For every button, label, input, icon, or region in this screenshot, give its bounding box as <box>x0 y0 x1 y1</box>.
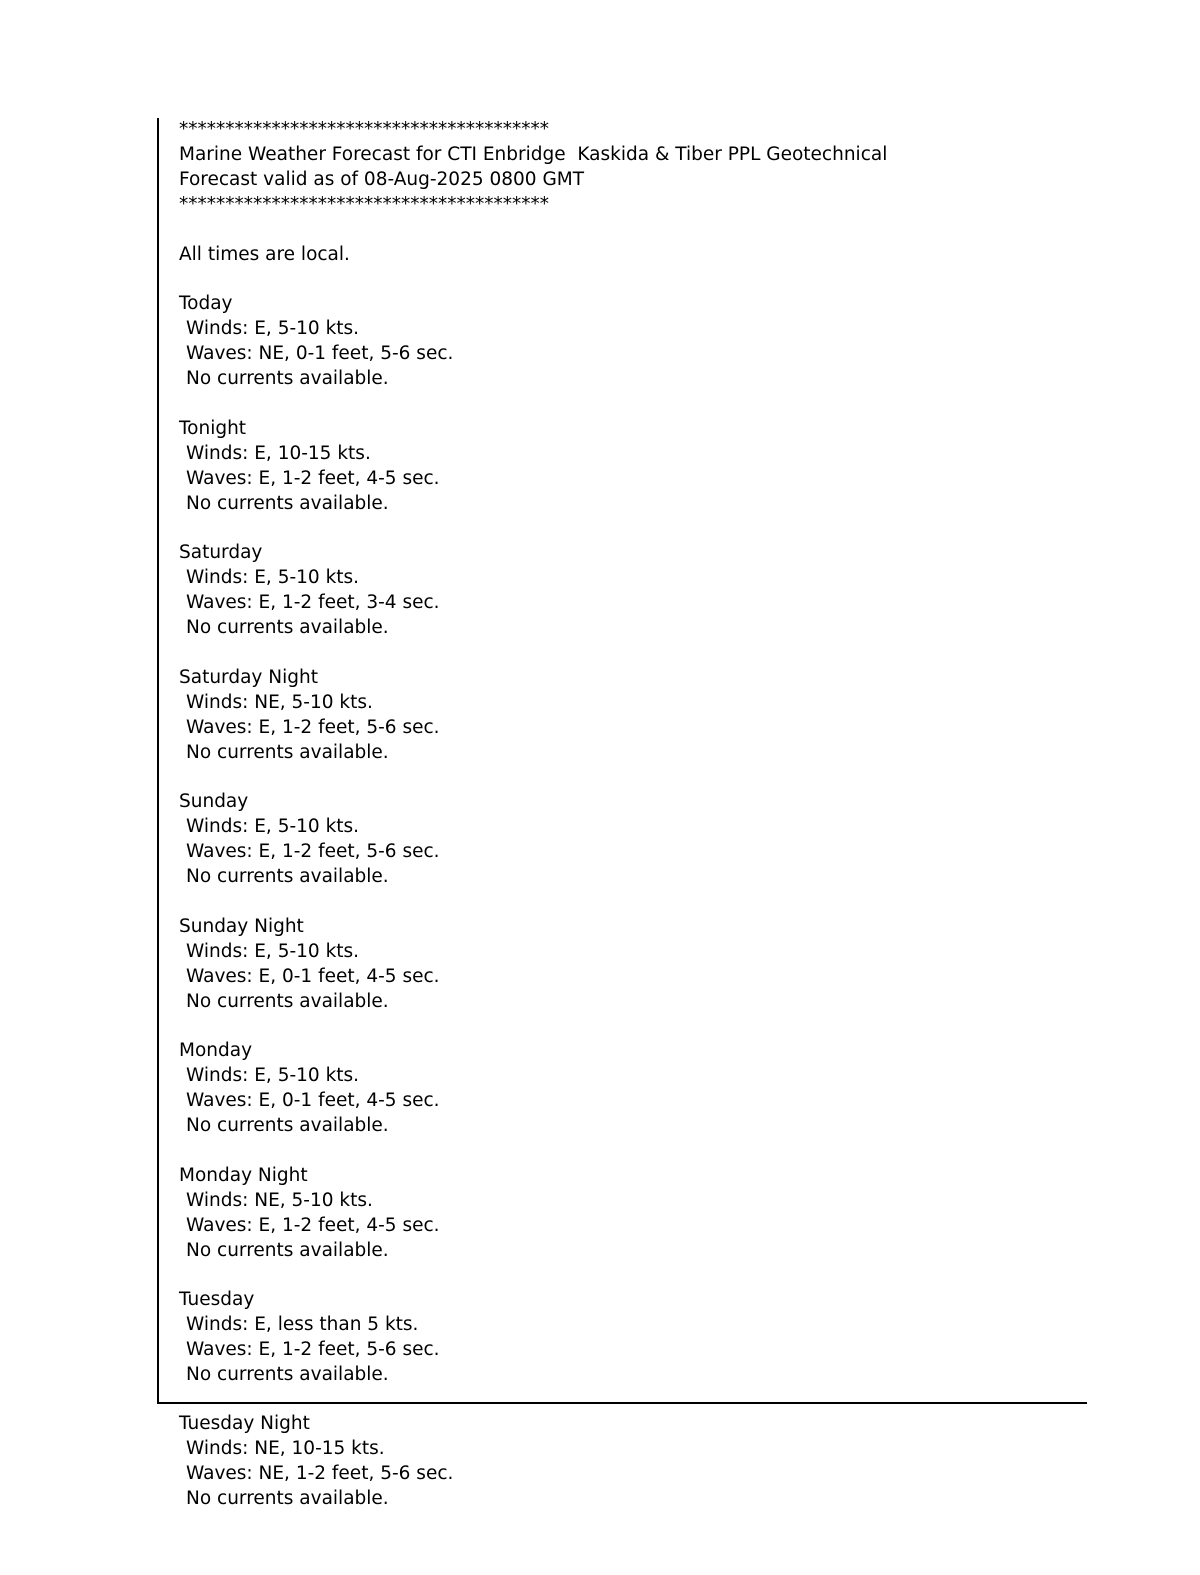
currents-line: No currents available. <box>186 1487 389 1509</box>
waves-line: Waves: E, 1-2 feet, 5-6 sec. <box>186 716 440 738</box>
forecast-box <box>157 118 1087 1404</box>
currents-line: No currents available. <box>186 1364 389 1386</box>
forecast-section-sunday-night <box>179 915 1087 1015</box>
forecast-section-tonight <box>179 417 1087 517</box>
section-period: Monday <box>179 1040 253 1062</box>
currents-line: No currents available. <box>186 492 389 514</box>
forecast-section-monday-night <box>179 1164 1087 1264</box>
winds-line: Winds: E, less than 5 kts. <box>186 1314 419 1336</box>
section-period: Saturday Night <box>179 666 318 688</box>
section-period: Tonight <box>179 417 247 439</box>
winds-line: Winds: NE, 5-10 kts. <box>186 1189 373 1211</box>
waves-line: Waves: E, 0-1 feet, 4-5 sec. <box>186 965 440 987</box>
waves-line: Waves: E, 1-2 feet, 5-6 sec. <box>186 841 440 863</box>
currents-line: No currents available. <box>186 617 389 639</box>
winds-line: Winds: NE, 5-10 kts. <box>186 691 373 713</box>
winds-line: Winds: E, 5-10 kts. <box>186 1065 360 1087</box>
winds-line: Winds: NE, 10-15 kts. <box>186 1437 385 1459</box>
forecast-section-monday <box>179 1039 1087 1139</box>
currents-line: No currents available. <box>186 1239 389 1261</box>
separator-bottom: **************************************** <box>179 193 549 215</box>
waves-line: Waves: E, 1-2 feet, 4-5 sec. <box>186 1214 440 1236</box>
currents-line: No currents available. <box>186 990 389 1012</box>
winds-line: Winds: E, 5-10 kts. <box>186 567 360 589</box>
forecast-valid-line: Forecast valid as of 08-Aug-2025 0800 GMT <box>179 168 585 190</box>
forecast-section-today <box>179 292 1087 392</box>
winds-line: Winds: E, 5-10 kts. <box>186 318 360 340</box>
forecast-section-tuesday <box>179 1288 1087 1388</box>
waves-line: Waves: E, 1-2 feet, 5-6 sec. <box>186 1339 440 1361</box>
section-period: Tuesday Night <box>179 1413 310 1434</box>
currents-line: No currents available. <box>186 368 389 390</box>
winds-line: Winds: E, 10-15 kts. <box>186 442 371 464</box>
forecast-title: Marine Weather Forecast for CTI Enbridge Kaskida & Tiber PPL Geotechnical <box>179 143 888 165</box>
currents-line: No currents available. <box>186 741 389 763</box>
section-period: Saturday <box>179 542 263 564</box>
section-period: Sunday Night <box>179 915 304 937</box>
waves-line: Waves: E, 1-2 feet, 3-4 sec. <box>186 592 440 614</box>
currents-line: No currents available. <box>186 866 389 888</box>
waves-line: Waves: E, 1-2 feet, 4-5 sec. <box>186 467 440 489</box>
currents-line: No currents available. <box>186 1115 389 1137</box>
winds-line: Winds: E, 5-10 kts. <box>186 940 360 962</box>
section-period: Today <box>179 293 233 315</box>
forecast-section-saturday <box>179 541 1087 641</box>
waves-line: Waves: NE, 1-2 feet, 5-6 sec. <box>186 1462 454 1484</box>
section-period: Sunday <box>179 791 249 813</box>
forecast-section-tuesday-night <box>159 1412 453 1512</box>
waves-line: Waves: E, 0-1 feet, 4-5 sec. <box>186 1090 440 1112</box>
winds-line: Winds: E, 5-10 kts. <box>186 816 360 838</box>
local-times-note: All times are local. <box>179 243 350 265</box>
separator-top: **************************************** <box>179 119 549 140</box>
waves-line: Waves: NE, 0-1 feet, 5-6 sec. <box>186 343 454 365</box>
forecast-section-sunday <box>179 790 1087 890</box>
forecast-section-saturday-night <box>179 666 1087 766</box>
section-period: Tuesday <box>179 1289 255 1311</box>
section-period: Monday Night <box>179 1164 308 1186</box>
